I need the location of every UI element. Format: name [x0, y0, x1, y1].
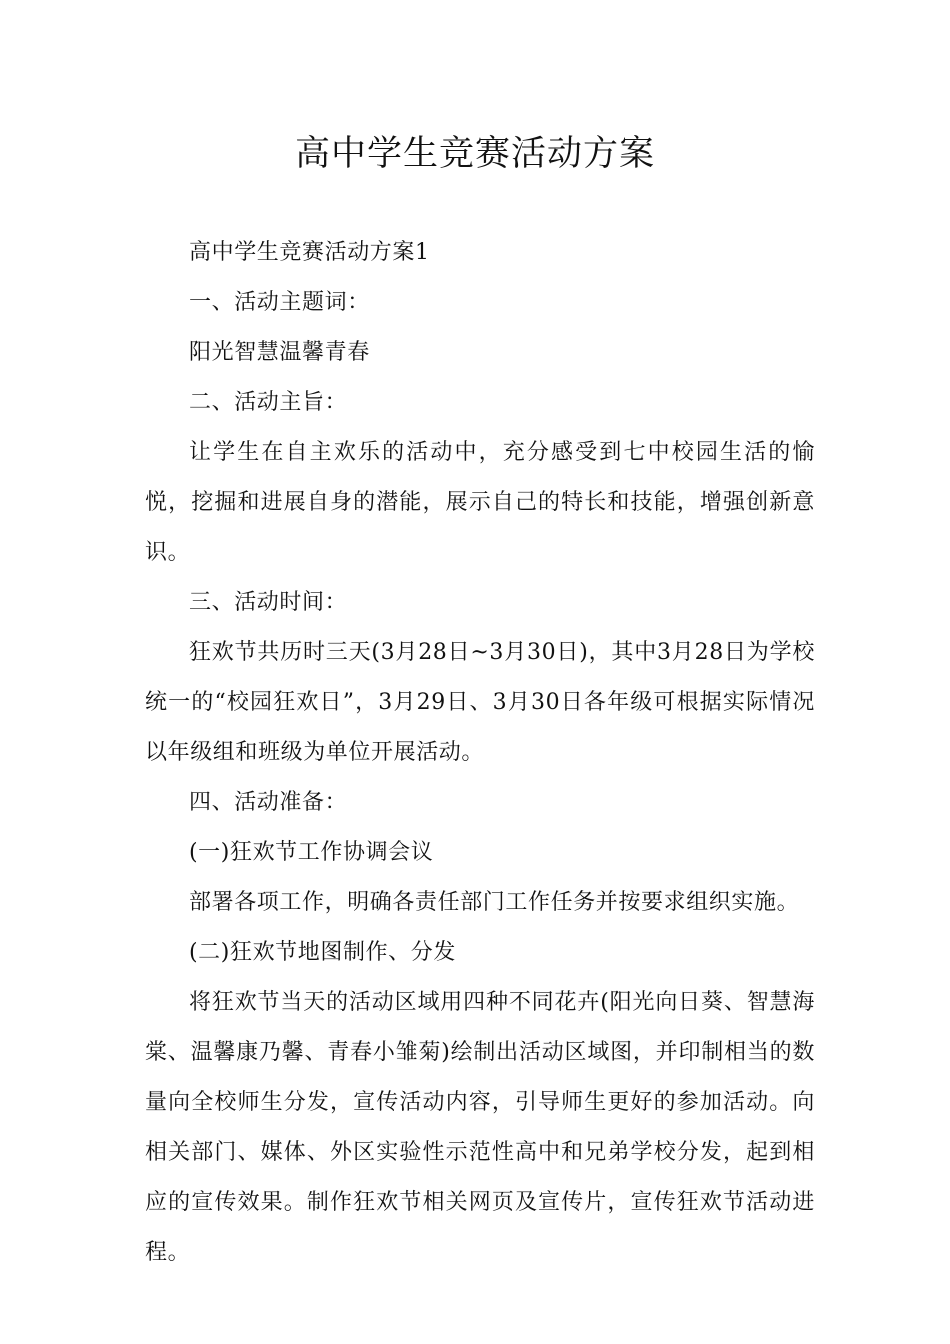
paragraph-theme-heading: 一、活动主题词：: [189, 290, 370, 315]
document-title: 高中学生竞赛活动方案: [294, 134, 655, 174]
paragraph-meeting-subheading: (一)狂欢节工作协调会议: [189, 840, 434, 865]
paragraph-purpose-text: 让学生在自主欢乐的活动中，充分感受到七中校园生活的愉悦，挖掘和进展自身的潜能，展示自己的特长和技能，增强创新意识。: [145, 440, 815, 565]
paragraph-map-subheading: (二)狂欢节地图制作、分发: [189, 940, 456, 965]
paragraph-meeting-text: 部署各项工作，明确各责任部门工作任务并按要求组织实施。: [189, 890, 800, 915]
paragraph-theme-text: 阳光智慧温馨青春: [189, 340, 370, 365]
paragraph-time-heading: 三、活动时间：: [189, 590, 348, 615]
document-body: [145, 228, 815, 1278]
paragraph-section-heading: 高中学生竞赛活动方案1: [189, 240, 430, 265]
paragraph-time-text: 狂欢节共历时三天(3月28日~3月30日)，其中3月28日为学校统一的“校园狂欢日”，3月29日、3月30日各年级可根据实际情况以年级组和班级为单位开展活动。: [145, 640, 815, 765]
paragraph-preparation-heading: 四、活动准备：: [189, 790, 348, 815]
paragraph-purpose-heading: 二、活动主旨：: [189, 390, 348, 415]
paragraph-map-text: 将狂欢节当天的活动区域用四种不同花卉(阳光向日葵、智慧海棠、温馨康乃馨、青春小雏菊)绘制出活动区域图，并印制相当的数量向全校师生分发，宣传活动内容，引导师生更好的参加活动。向相关部门、媒体、外区实验性示范性高中和兄弟学校分发，起到相应的宣传效果。制作狂欢节相关网页及宣传片，宣传狂欢节活动进程。: [145, 990, 815, 1265]
